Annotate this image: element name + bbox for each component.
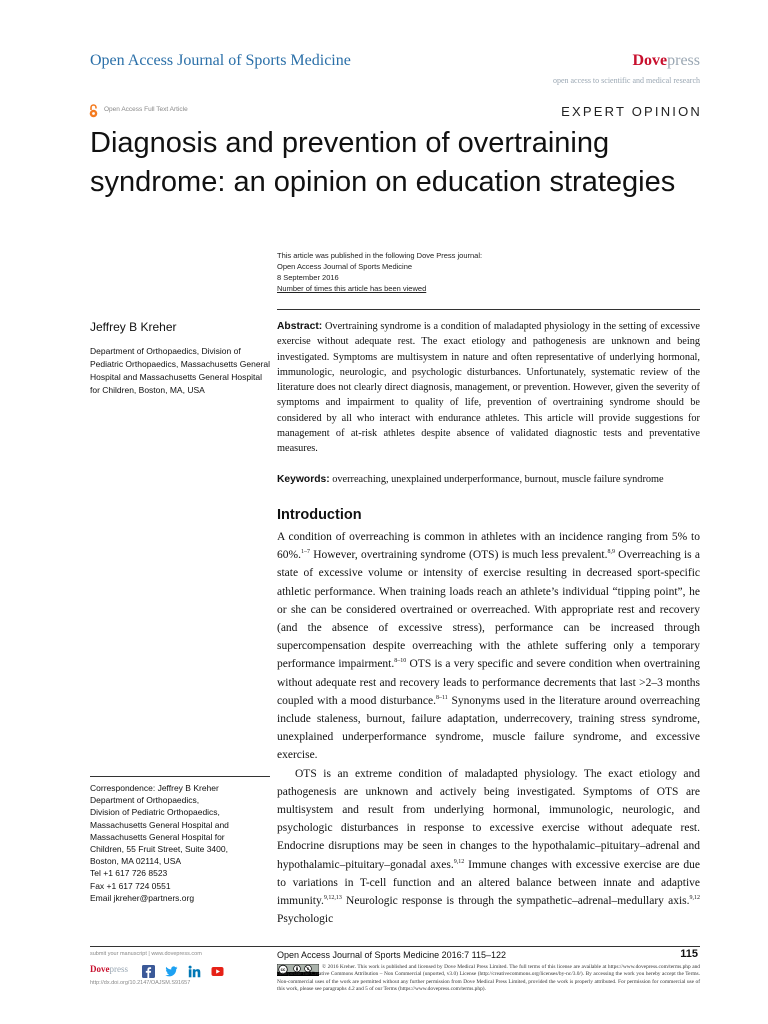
citation-ref[interactable]: 8,9 [607, 549, 615, 556]
citation-ref[interactable]: 8–10 [394, 658, 407, 665]
citation-ref[interactable]: 9,12 [453, 858, 465, 865]
correspondence-line: Department of Orthopaedics, [90, 795, 200, 806]
page-number: 115 [680, 948, 698, 960]
correspondence-line: Correspondence: Jeffrey B Kreher [90, 783, 219, 793]
views-link[interactable]: Number of times this article has been viewed [277, 284, 427, 293]
text-run: OTS is a very specific and severe condition when overtraining without adequate rest and recovery leads to performance decrements that last >2–3 months coupled with a mood disturbance. [277, 658, 700, 707]
correspondence-tel: Tel +1 617 726 8523 [90, 868, 168, 879]
citation-ref[interactable]: 9,12,13 [323, 895, 342, 902]
social-links [142, 962, 230, 980]
keywords-label: Keywords: [277, 474, 330, 485]
correspondence-line: Division of Pediatric Orthopaedics, [90, 807, 220, 818]
correspondence-line: Massachusetts General Hospital for [90, 831, 225, 842]
license-statement: © 2016 Kreher. This work is published and licensed by Dove Medical Press Limited. The full terms of this license are available at https://www.dovepress.com/terms.php and incorporate the Creative Commons Attribution – Non Commercial (unported, v3.0) License (http://creativecommons.org/licenses/by-nc/3.0/). By accessing the work you hereby accept the Terms. Non-commercial uses of the work are permitted without any further permission from Dove Medical Press Limited, provided the work is properly attributed. For permission for commercial use of this work, please see paragraphs 4.2 and 5 of our Terms (https://www.dovepress.com/terms.php). [277, 964, 700, 993]
text-run: Psychologic [277, 913, 334, 926]
pub-date: 8 September 2016 [277, 273, 339, 282]
abstract [277, 319, 700, 457]
correspondence-email[interactable]: Email jkreher@partners.org [90, 892, 195, 903]
brand-dove: Dove [632, 52, 668, 69]
text-run: Overreaching is a state of excessive volume or intensity of exercise resulting in decreased sport-specific athletic performance. When training loads reach an athlete’s individual “tipping point”, he or she can be considered overtrained or overreached. With appropriate rest and recovery (and the absence of excessive stress), performance can be increased through supercompensation despite overreaching with the athlete suffering only a temporary performance impairment. [277, 549, 700, 671]
open-access-label: Open Access Full Text Article [104, 106, 188, 113]
facebook-icon[interactable] [142, 965, 155, 978]
linkedin-icon[interactable] [188, 965, 201, 978]
open-access-icon [88, 104, 99, 118]
paragraph-2 [277, 765, 700, 929]
author-name: Jeffrey B Kreher [90, 320, 177, 334]
correspondence [90, 782, 270, 904]
pub-line-1: This article was published in the following Dove Press journal: [277, 251, 483, 260]
submit-manuscript-link[interactable]: submit your manuscript | www.dovepress.com [90, 951, 202, 957]
citation-ref[interactable]: 8–11 [435, 695, 448, 701]
divider [90, 946, 700, 947]
citation-ref[interactable]: 1–7 [300, 549, 310, 556]
text-run: Neurologic response is through the sympathetic–adrenal–medullary axis. [341, 895, 690, 908]
footer-dovepress-logo[interactable] [90, 964, 128, 974]
abstract-text: Overtraining syndrome is a condition of maladapted physiology in the setting of excessive exercise without adequate rest. The exact etiology and pathogenesis are unknown and being investigated. Symptoms are multisystem in nature and often representative of underlying hormonal, immunologic, neurologic, and psychologic disturbances. Unfortunately, systematic review of the literature does not clearly direct diagnosis, management, or prevention. However, given the severity of symptoms and impairment to quality of life, prevention of overtraining syndrome should be considered by all who interact with endurance athletes. This article will provide suggestions for management of at-risk athletes despite absence of validated diagnostic tests and preventative measures. [277, 321, 700, 455]
text-run: OTS is an extreme condition of maladapted physiology. The exact etiology and pathogenesis are unknown and actively being investigated. Symptoms of OTS are multisystem and result from underlying hormonal, immunologic, neurologic, and psychologic disturbances in response to excessive exercise without adequate rest. Endocrine disruptions may be seen in changes to the hypothalamic–pituitary–adrenal and hypothalamic–pituitary–gonadal axes. [277, 767, 700, 871]
text-run: Immune changes with excessive exercise are due to variations in T-cell function and an altered balance between innate and adaptive immunity. [277, 858, 700, 908]
youtube-icon[interactable] [211, 965, 224, 978]
pub-journal: Open Access Journal of Sports Medicine [277, 262, 413, 271]
divider [90, 776, 270, 777]
tagline: open access to scientific and medical research [552, 76, 700, 85]
abstract-label: Abstract: [277, 321, 323, 332]
text-run: However, overtraining syndrome (OTS) is much less prevalent. [309, 549, 608, 562]
article-title: Diagnosis and prevention of overtraining syndrome: an opinion on education strategies [90, 127, 676, 198]
article-type: EXPERT OPINION [561, 104, 702, 119]
correspondence-line: Massachusetts General Hospital and [90, 819, 229, 830]
correspondence-line: Boston, MA 02114, USA [90, 856, 182, 867]
dovepress-logo[interactable] [632, 52, 700, 70]
correspondence-fax: Fax +1 617 724 0551 [90, 880, 171, 891]
paragraph-1 [277, 528, 700, 765]
journal-name[interactable]: Open Access Journal of Sports Medicine [90, 52, 351, 69]
license-text [277, 964, 700, 994]
svg-text:cc: cc [280, 967, 286, 973]
citation-ref[interactable]: 9,12 [689, 895, 700, 902]
doi-link[interactable]: http://dx.doi.org/10.2147/OAJSM.S91657 [90, 980, 191, 986]
keywords [277, 472, 700, 487]
brand-press: press [667, 52, 700, 69]
text-run: A condition of overreaching is common in athletes with an incidence ranging from 5% to 60%. [277, 531, 700, 562]
article-body [277, 528, 700, 928]
journal-citation: Open Access Journal of Sports Medicine 2016:7 115–122 [277, 950, 506, 960]
author-affiliation: Department of Orthopaedics, Division of Pediatric Orthopaedics, Massachusetts General Hospital and Massachusetts General Hospital for Children, Boston, MA, USA [90, 346, 271, 395]
text-run: Synonyms used in the literature around overreaching include staleness, burnout, failure adaptation, underrecovery, training stress syndrome, unexplained underperformance syndrome, muscle failure syndrome, and excessive exercise. [277, 694, 700, 762]
brand-press: press [109, 964, 128, 974]
section-heading: Introduction [277, 507, 362, 523]
publication-info [277, 250, 482, 294]
correspondence-line: Children, 55 Fruit Street, Suite 3400, [90, 844, 228, 855]
twitter-icon[interactable] [165, 965, 178, 978]
keywords-text: overreaching, unexplained underperformance, burnout, muscle failure syndrome [332, 474, 664, 485]
brand-dove: Dove [90, 964, 110, 974]
divider [277, 309, 700, 310]
